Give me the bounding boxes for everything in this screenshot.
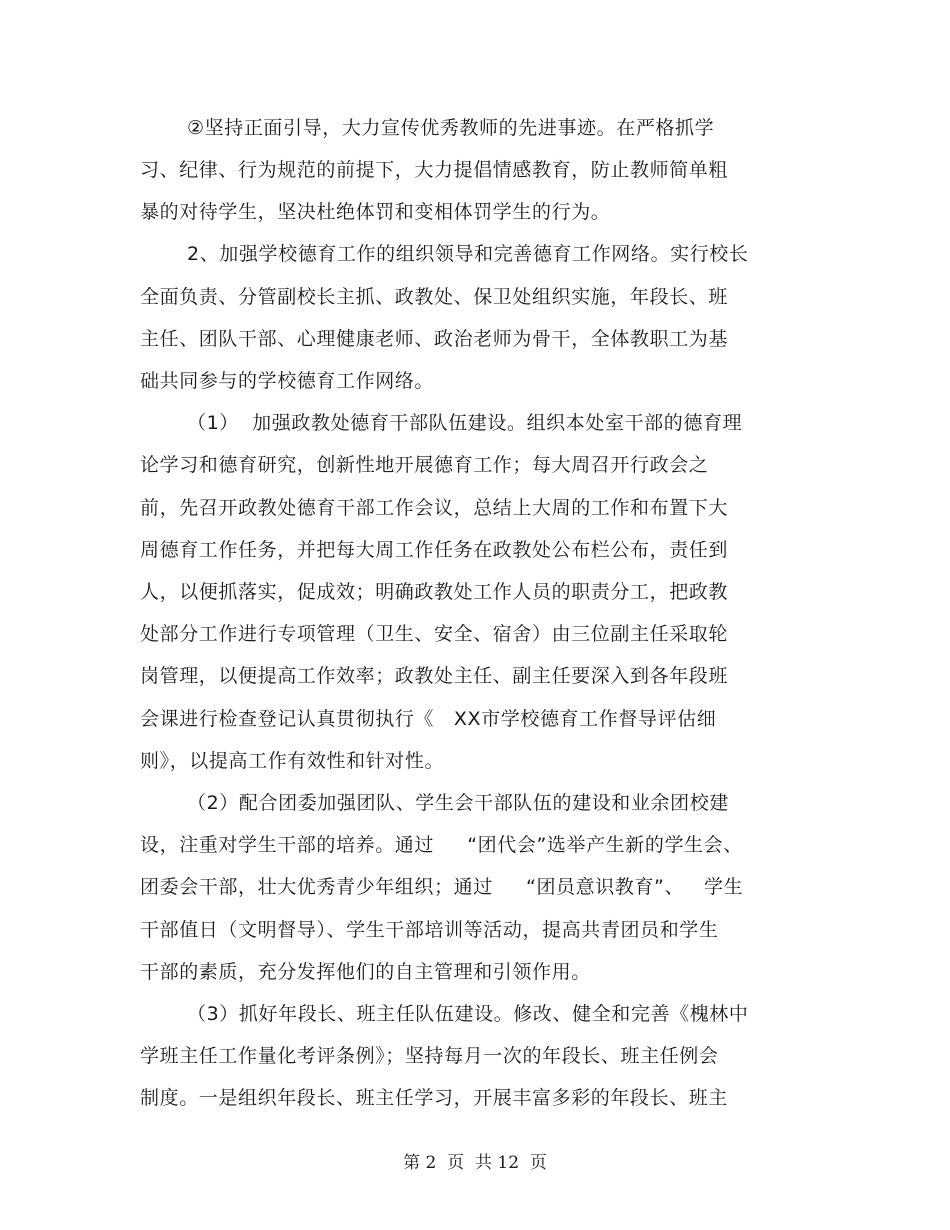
text-line: 习、纪律、行为规范的前提下，大力提倡情感教育，防止教师简单粗	[140, 159, 729, 181]
text-line: 会课进行检查登记认真贯彻执行《 XX市学校德育工作督导评估细	[140, 708, 717, 730]
text-line: 岗管理，以便提高工作效率；政教处主任、副主任要深入到各年段班	[140, 665, 729, 687]
text-line: 全面负责、分管副校长主抓、政教处、保卫处组织实施，年段长、班	[140, 286, 729, 308]
text-line: 暴的对待学生，坚决杜绝体罚和变相体罚学生的行为。	[140, 201, 611, 223]
page-number-footer: 第 2 页 共 12 页	[403, 1153, 547, 1173]
text-line: 前，先召开政教处德育干部工作会议，总结上大周的工作和布置下大	[140, 497, 729, 519]
text-line: 设，注重对学生干部的培养。通过 “团代会”选举产生新的学生会、	[140, 834, 743, 856]
text-line: 干部值日（文明督导）、学生干部培训等活动，提高共青团员和学生	[140, 919, 719, 941]
text-line: 则》，以提高工作有效性和针对性。	[140, 750, 445, 772]
text-line: 制度。一是组织年段长、班主任学习，开展丰富多彩的年段长、班主	[140, 1087, 729, 1109]
text-line: 论学习和德育研究，创新性地开展德育工作；每大周召开行政会之	[140, 454, 709, 476]
text-line: 2、加强学校德育工作的组织领导和完善德育工作网络。实行校长	[187, 243, 749, 265]
text-line: 团委会干部，壮大优秀青少年组织；通过 “团员意识教育”、 学生	[140, 876, 744, 898]
text-line: （3）抓好年段长、班主任队伍建设。修改、健全和完善《槐林中	[187, 1003, 749, 1025]
text-line: 主任、团队干部、心理健康老师、政治老师为骨干，全体教职工为基	[140, 328, 729, 350]
text-line: ②坚持正面引导，大力宣传优秀教师的先进事迹。在严格抓学	[187, 117, 715, 139]
text-line: 处部分工作进行专项管理（卫生、安全、宿舍）由三位副主任采取轮	[140, 623, 729, 645]
text-line: 学班主任工作量化考评条例》；坚持每月一次的年段长、班主任例会	[140, 1045, 719, 1067]
text-line: 周德育工作任务，并把每大周工作任务在政教处公布栏公布，责任到	[140, 539, 729, 561]
text-line: 人，以便抓落实，促成效；明确政教处工作人员的职责分工，把政教	[140, 581, 729, 603]
text-line: 干部的素质，充分发挥他们的自主管理和引领作用。	[140, 961, 591, 983]
text-line: （2）配合团委加强团队、学生会干部队伍的建设和业余团校建	[187, 792, 729, 814]
text-line: （1） 加强政教处德育干部队伍建设。组织本处室干部的德育理	[187, 412, 743, 434]
text-line: 础共同参与的学校德育工作网络。	[140, 370, 435, 392]
